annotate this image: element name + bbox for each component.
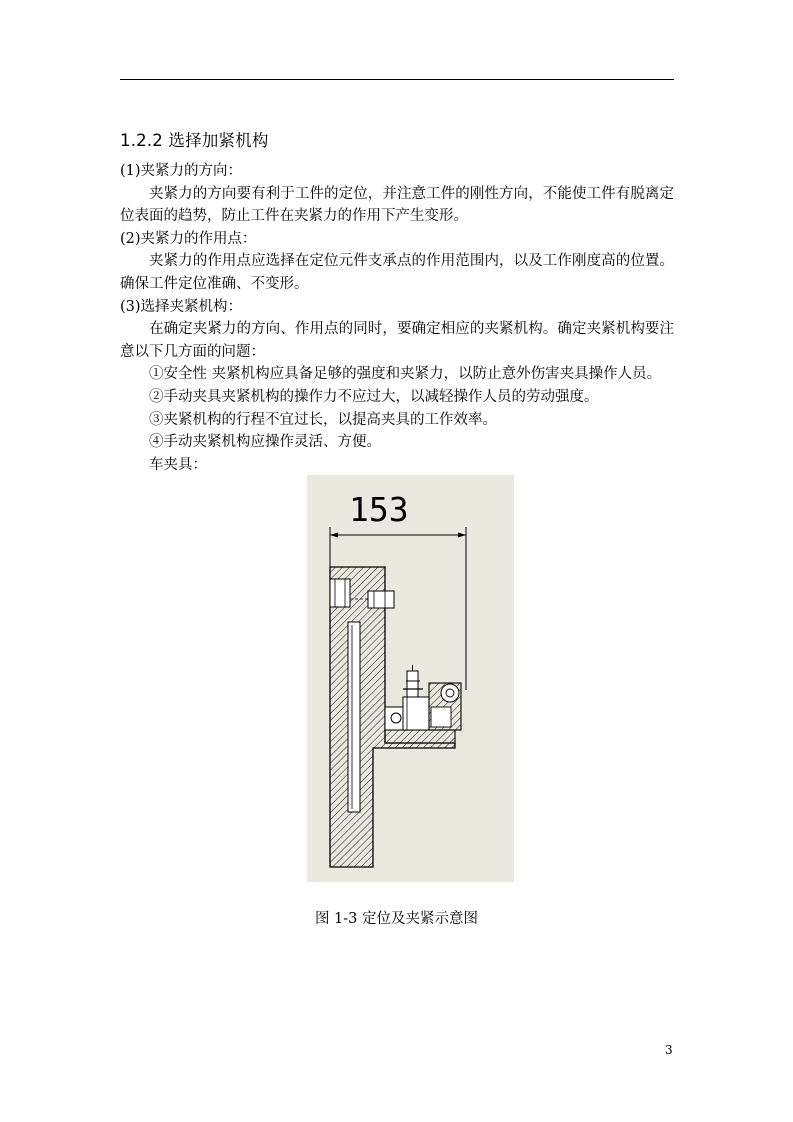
dimension-arrow-left xyxy=(330,533,338,538)
list-item-2: ②手动夹具夹紧机构的操作力不应过大，以减轻操作人员的劳动强度。 xyxy=(149,388,599,405)
paragraph-heading-2: (2)夹紧力的作用点： xyxy=(120,230,257,247)
top-bolt-nut xyxy=(368,591,394,608)
dimension-label: 153 xyxy=(349,490,409,529)
figure-caption: 图 1-3 定位及夹紧示意图 xyxy=(314,911,479,927)
list-item-4: ④手动夹紧机构应操作灵活、方便。 xyxy=(149,434,381,451)
fixture-drawing-svg xyxy=(307,475,514,882)
fixture-drawing xyxy=(307,475,514,882)
body-text xyxy=(120,160,674,476)
section-heading: 1.2.2 选择加紧机构 xyxy=(120,131,269,150)
paragraph-3: 在确定夹紧力的方向、作用点的同时，要确定相应的夹紧机构。确定夹紧机构要注意以下几方面的问题： xyxy=(120,321,674,360)
page-number: 3 xyxy=(665,1043,673,1057)
plate-groove xyxy=(348,622,360,812)
clamp-screw xyxy=(407,671,418,697)
paragraph-1: 夹紧力的方向要有利于工件的定位，并注意工件的刚性方向，不能使工件有脱离定位表面的趋势，防止工件在夹紧力的作用下产生变形。 xyxy=(120,185,674,225)
paragraph-heading-1: (1)夹紧力的方向： xyxy=(120,163,243,179)
top-bolt-head xyxy=(330,579,350,607)
header-rule xyxy=(120,79,674,80)
list-item-1: ①安全性 夹紧机构应具备足够的强度和夹紧力，以防止意外伤害夹具操作人员。 xyxy=(149,366,662,383)
list-item-3: ③夹紧机构的行程不宜过长，以提高夹具的工作效率。 xyxy=(149,411,497,428)
paragraph-heading-3: (3)选择夹紧机构： xyxy=(120,298,243,315)
lathe-fixture-label: 车夹具： xyxy=(149,456,207,473)
paragraph-2: 夹紧力的作用点应选择在定位元件支承点的作用范围内，以及工作刚度高的位置。确保工件定位准确、不变形。 xyxy=(120,253,674,292)
clamp-base xyxy=(385,730,455,743)
dimension-arrow-right xyxy=(458,533,466,538)
